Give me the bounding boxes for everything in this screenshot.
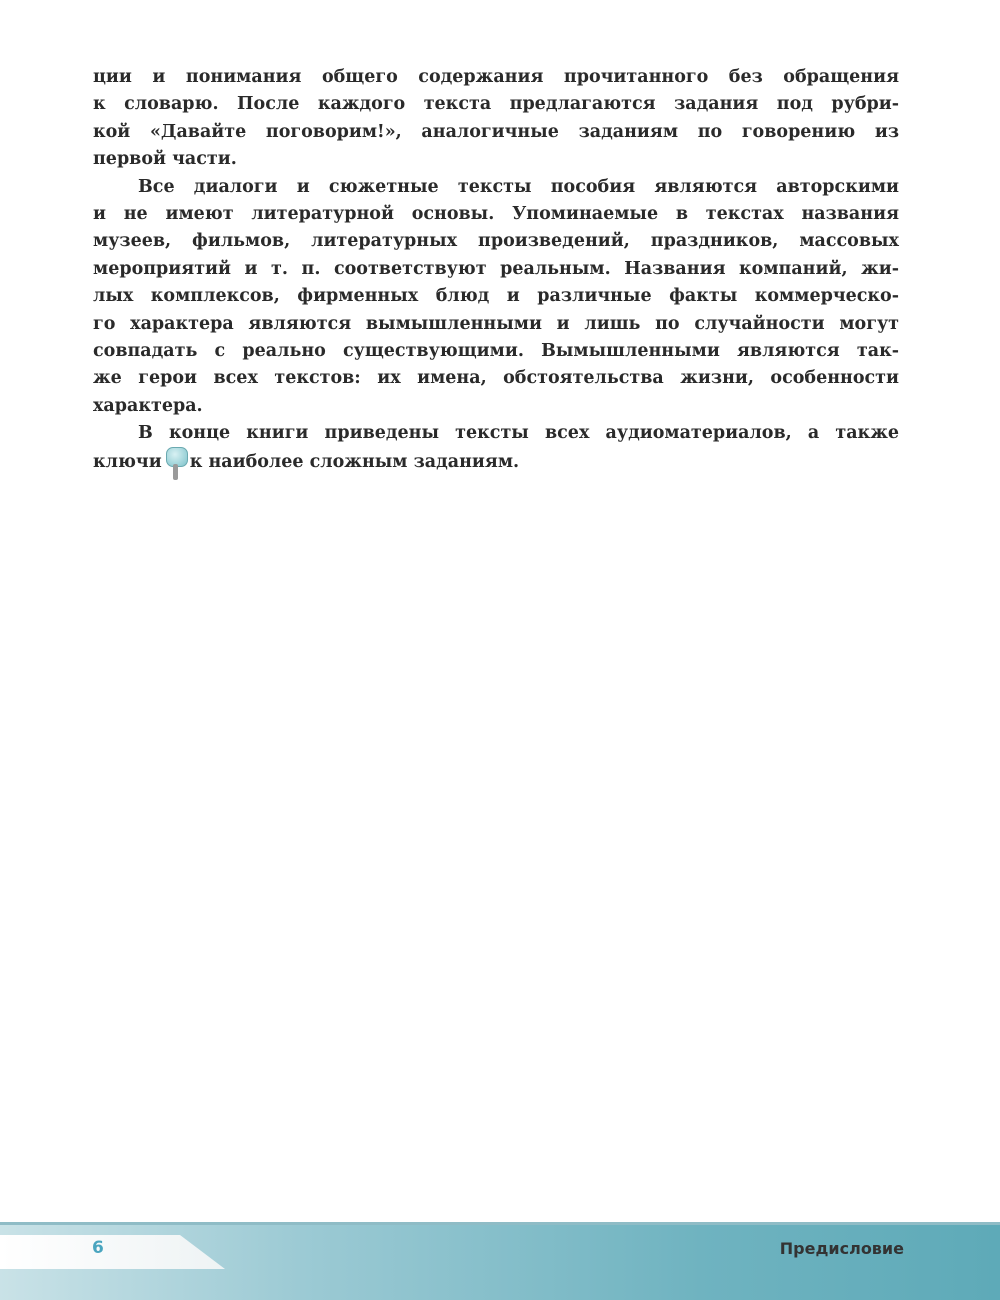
text-line [93,447,899,474]
text-fragment: ключи [93,452,162,473]
text-line: го характера являются вымышленными и лишь по случайности могут [93,313,899,334]
key-icon [165,447,187,481]
text-line: совпадать с реально существующими. Вымышленными являются так- [93,340,899,361]
text-line: Все диалоги и сюжетные тексты пособия являются авторскими [138,176,899,197]
paragraph-1 [93,64,899,174]
footer-divider [0,1222,1000,1225]
text-line: ции и понимания общего содержания прочитанного без обращения [93,67,899,87]
text-line: к словарю. После каждого текста предлагаются задания под рубри- [93,94,899,115]
page-body-text [93,64,899,475]
section-title: Предисловие [779,1239,904,1258]
text-line: лых комплексов, фирменных блюд и различные факты коммерческо- [93,286,899,307]
page-footer [0,1222,1000,1300]
paragraph-2 [93,174,899,421]
text-line: характера. [93,395,203,416]
page-number-tab [0,1235,225,1269]
text-line: музеев, фильмов, литературных произведений, праздников, массовых [93,231,899,252]
text-line: мероприятий и т. п. соответствуют реальным. Названия компаний, жи- [93,258,899,279]
text-line: В конце книги приведены тексты всех аудиоматериалов, а также [138,423,899,444]
text-fragment: к наиболее сложным заданиям. [189,452,520,473]
paragraph-3 [93,420,899,475]
text-line: кой «Давайте поговорим!», аналогичные заданиям по говорению из [93,121,899,142]
text-line: же герои всех текстов: их имена, обстоятельства жизни, особенности [93,368,899,389]
text-line: первой части. [93,149,237,170]
page-number: 6 [92,1238,104,1258]
text-line: и не имеют литературной основы. Упоминаемые в текстах названия [93,203,899,224]
